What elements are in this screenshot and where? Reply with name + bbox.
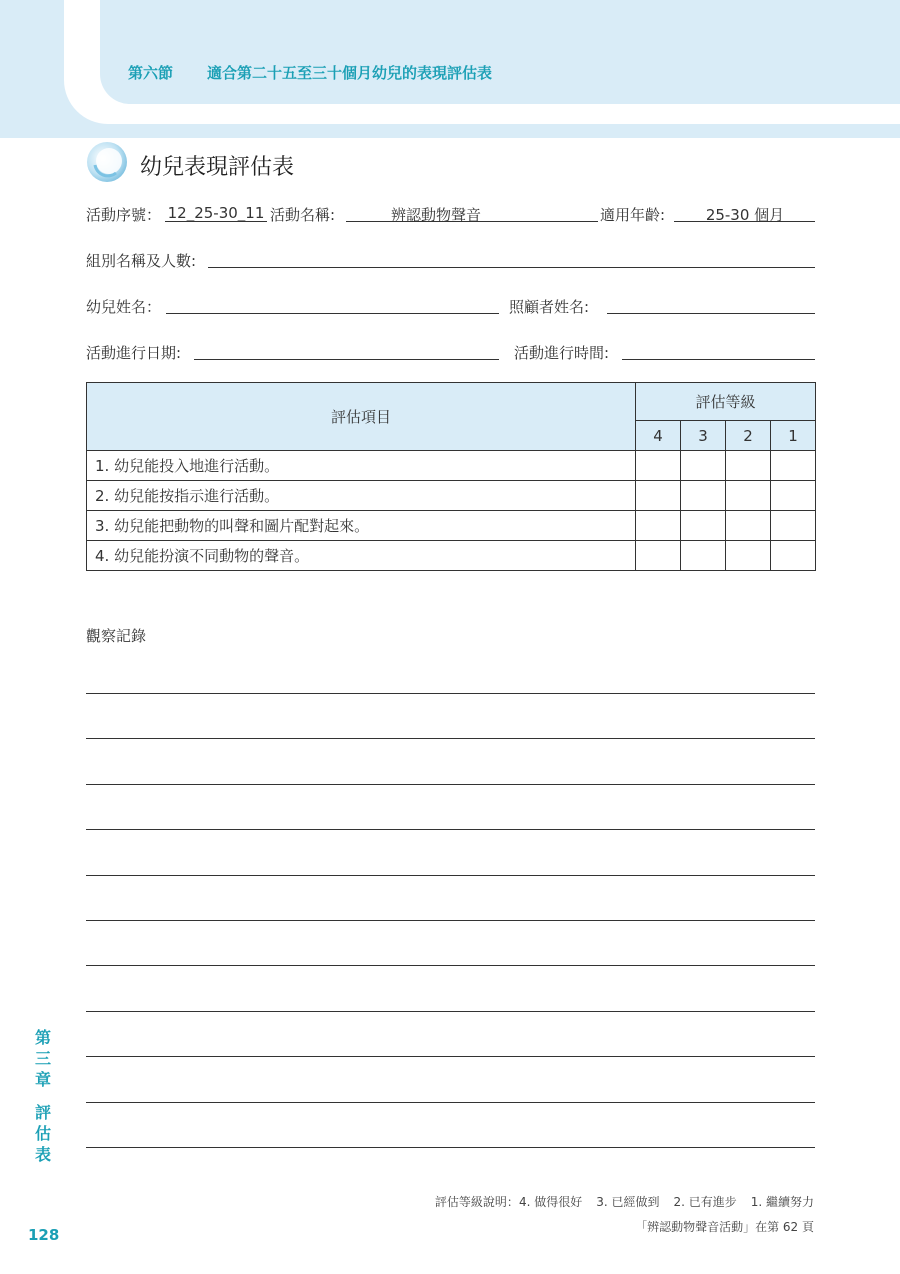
observation-line[interactable] [86,693,815,694]
chapter-char: 第 [34,1028,51,1047]
legend-item: 4. 做得很好 [518,1195,583,1209]
section-number: 第六節 [128,64,174,82]
chapter-char: 三 [34,1049,51,1068]
rating-cell[interactable] [771,451,816,481]
group-field[interactable] [208,267,815,268]
observation-line[interactable] [86,738,815,739]
activity-name-label: 活動名稱: [270,206,336,224]
evaluation-table [86,382,816,571]
rating-cell[interactable] [681,481,726,511]
chapter-char: 章 [34,1070,51,1089]
rating-cell[interactable] [726,541,771,571]
observation-label: 觀察記錄 [86,627,147,645]
caregiver-field[interactable] [607,313,815,314]
form-title: 幼兒表現評估表 [140,155,295,180]
item-label: 4. 幼兒能扮演不同動物的聲音。 [87,541,636,571]
observation-line[interactable] [86,875,815,876]
rating-cell[interactable] [636,541,681,571]
topic-char: 評 [34,1103,51,1122]
item-header: 評估項目 [87,383,636,451]
bubble-icon [86,141,128,183]
item-label: 1. 幼兒能投入地進行活動。 [87,451,636,481]
date-field[interactable] [194,359,499,360]
item-label: 2. 幼兒能按指示進行活動。 [87,481,636,511]
rating-legend [435,1193,814,1210]
topic-char: 估 [34,1124,51,1143]
group-label: 組別名稱及人數: [86,252,197,270]
level-4-header: 4 [636,421,681,451]
age-value[interactable]: 25-30 個月 [705,206,785,224]
rating-cell[interactable] [726,511,771,541]
rating-cell[interactable] [636,511,681,541]
observation-line[interactable] [86,965,815,966]
table-row [87,451,816,481]
legend-item: 2. 已有進步 [673,1195,737,1209]
rating-cell[interactable] [681,511,726,541]
caregiver-label: 照顧者姓名: [509,298,590,316]
level-2-header: 2 [726,421,771,451]
item-label: 3. 幼兒能把動物的叫聲和圖片配對起來。 [87,511,636,541]
rating-cell[interactable] [771,511,816,541]
rating-cell[interactable] [726,481,771,511]
table-row [87,511,816,541]
section-heading [128,62,492,83]
section-title: 適合第二十五至三十個月幼兒的表現評估表 [207,64,493,82]
activity-name-value[interactable]: 辨認動物聲音 [390,206,481,224]
date-label: 活動進行日期: [86,344,182,362]
age-label: 適用年齡: [600,206,666,224]
header-tab [100,0,900,104]
chapter-sidebar [33,1027,53,1165]
observation-line[interactable] [86,1102,815,1103]
child-name-label: 幼兒姓名： [86,298,162,316]
rating-cell[interactable] [771,541,816,571]
rating-cell[interactable] [636,481,681,511]
activity-reference: 「辨認動物聲音活動」在第 62 頁 [635,1220,814,1234]
rating-cell[interactable] [726,451,771,481]
level-header: 評估等級 [636,383,816,421]
rating-cell[interactable] [681,451,726,481]
child-name-field[interactable] [166,313,499,314]
activity-no-value[interactable]: 12_25-30_11 [167,204,265,222]
time-field[interactable] [622,359,815,360]
time-label: 活動進行時間: [514,344,610,362]
legend-label: 評估等級說明： [434,1195,519,1209]
topic-char: 表 [34,1145,51,1164]
observation-line[interactable] [86,920,815,921]
table-row [87,541,816,571]
observation-line[interactable] [86,1056,815,1057]
observation-line[interactable] [86,829,815,830]
level-3-header: 3 [681,421,726,451]
rating-cell[interactable] [771,481,816,511]
rating-cell[interactable] [636,451,681,481]
legend-item: 1. 繼續努力 [750,1195,814,1209]
rating-cell[interactable] [681,541,726,571]
level-1-header: 1 [771,421,816,451]
table-row [87,481,816,511]
page-number: 128 [28,1226,60,1244]
observation-line[interactable] [86,784,815,785]
legend-item: 3. 已經做到 [596,1195,660,1209]
observation-line[interactable] [86,1147,815,1148]
observation-line[interactable] [86,1011,815,1012]
activity-no-label: 活動序號： [86,206,162,224]
